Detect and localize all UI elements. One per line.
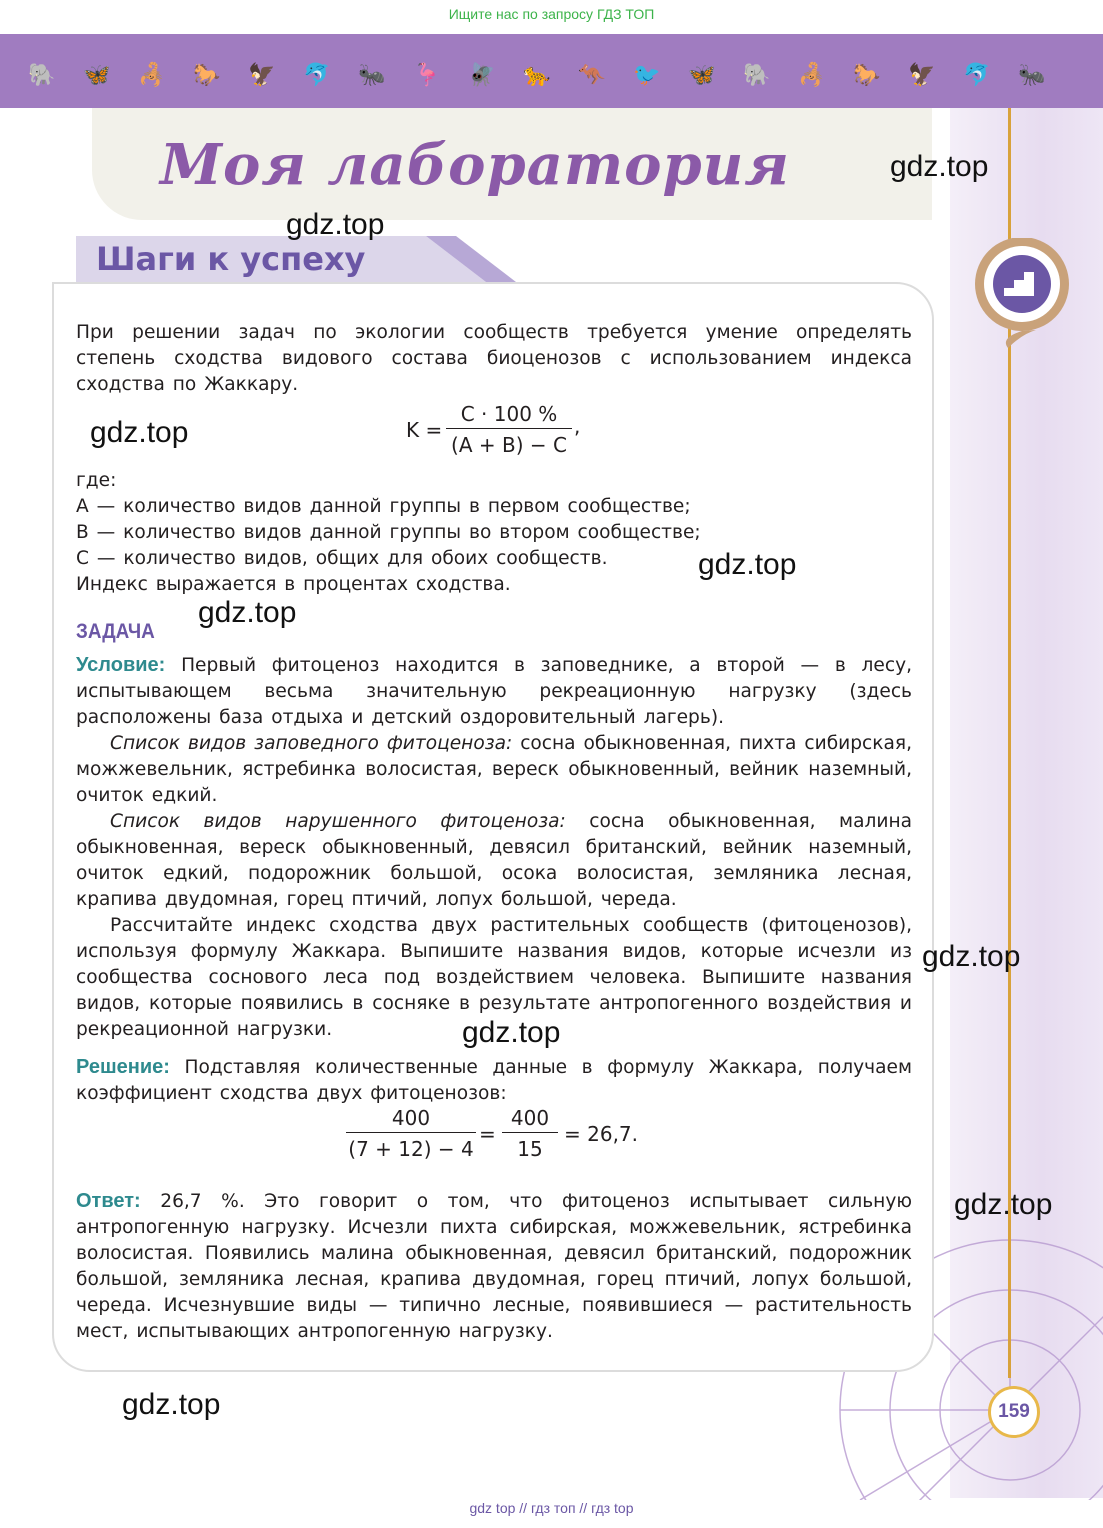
animal-icon: 🐆	[523, 63, 551, 88]
watermark: gdz.top	[698, 548, 797, 581]
animal-icon: 🐜	[358, 63, 386, 88]
animal-icon: 🦅	[908, 63, 936, 88]
formula-lhs: K =	[406, 418, 443, 442]
where-label: где:	[76, 470, 117, 491]
animal-icon: 🐎	[853, 63, 881, 88]
list2-text: сосна обыкновенная, малина обыкновенная, вереск обыкновенный, девясил британский, вейник наземный, очиток едкий, подорожник большой, осока волосистая, земляника лесная, крапива двудомная, горец птичий, лопух большой, череда.	[76, 811, 912, 910]
animal-icon: 🦋	[688, 63, 716, 88]
condition-text: Первый фитоценоз находится в заповеднике, а второй — в лесу, испытывающем весьма значительную рекреационную нагрузку (здесь расположены база отдыха и детский оздоровительный лагерь).	[76, 655, 912, 728]
intro-paragraph	[76, 320, 912, 398]
watermark: gdz.top	[890, 150, 989, 183]
watermark: gdz.top	[954, 1188, 1053, 1221]
watermark: gdz.top	[122, 1388, 221, 1421]
animal-icon: 🦂	[138, 63, 166, 88]
solution-result: = 26,7.	[564, 1122, 639, 1146]
steps-badge-icon	[970, 238, 1074, 350]
definition-b: B — количество видов данной группы во втором сообществе;	[76, 522, 701, 543]
answer-text: 26,7 %. Это говорит о том, что фитоценоз испытывает сильную антропогенную нагрузку. Исчезли пихта сибирская, можжевельник, ястребинка волосистая. Появились малина обыкновенная, девясил британский, подорожник большой, земляника лесная, крапива двудомная, горец птичий, лопух большой, череда. Исчезнувшие виды — типично лесные, появившиеся — растительность мест, испытывающих антропогенную нагрузку.	[76, 1191, 912, 1342]
watermark: gdz.top	[922, 940, 1021, 973]
condition-label: Условие:	[76, 654, 166, 676]
answer-block	[76, 1188, 912, 1345]
formula-fraction	[446, 402, 572, 457]
solution-fraction-2	[502, 1106, 558, 1161]
formula-numerator: C · 100 %	[446, 402, 572, 429]
top-note[interactable]: Ищите нас по запросу ГДЗ ТОП	[448, 6, 655, 22]
formula-tail: ,	[574, 414, 581, 438]
animal-icon: 🐜	[1018, 63, 1046, 88]
condition-block	[76, 652, 912, 1043]
watermark: gdz.top	[198, 596, 297, 629]
solution-block	[76, 1054, 912, 1107]
solution-text: Подставляя количественные данные в формулу Жаккара, получаем коэффициент сходства двух фитоценозов:	[76, 1057, 912, 1104]
footer-links[interactable]: gdz top // гдз топ // гдз top	[469, 1500, 634, 1516]
list2-label: Список видов нарушенного фитоценоза:	[110, 811, 566, 832]
solution-equals: =	[479, 1122, 496, 1146]
list1-label: Список видов заповедного фитоценоза:	[110, 733, 513, 754]
watermark: gdz.top	[286, 208, 385, 241]
animal-icon: 🪰	[468, 63, 496, 88]
answer-label: Ответ:	[76, 1190, 141, 1212]
section-subtitle: Шаги к успеху	[96, 240, 366, 278]
animal-icon: 🐬	[303, 63, 331, 88]
animal-icon: 🐦	[633, 63, 661, 88]
jaccard-formula	[406, 418, 442, 442]
solution-den1: (7 + 12) − 4	[348, 1137, 474, 1161]
solution-num2: 400	[502, 1106, 558, 1133]
animal-icon: 🦂	[798, 63, 826, 88]
watermark: gdz.top	[90, 416, 189, 449]
solution-label: Решение:	[76, 1056, 170, 1078]
solution-fraction-1	[346, 1106, 476, 1161]
definition-c: C — количество видов, общих для обоих сообществ.	[76, 548, 608, 569]
animal-icon: 🦘	[578, 63, 606, 88]
page-number: 159	[988, 1386, 1040, 1438]
watermark: gdz.top	[462, 1016, 561, 1049]
page-title: Моя лаборатория	[160, 132, 790, 198]
solution-den2: 15	[517, 1137, 543, 1161]
animal-icon: 🐘	[743, 63, 771, 88]
animal-icon: 🦩	[413, 63, 441, 88]
animal-icon: 🐘	[28, 63, 56, 88]
formula-denominator: (A + B) − C	[451, 433, 567, 457]
animal-icon: 🐬	[963, 63, 991, 88]
animal-icon: 🦋	[83, 63, 111, 88]
intro-text: При решении задач по экологии сообществ требуется умение определять степень сходства видового состава биоценозов с использованием индекса сходства по Жаккару.	[76, 322, 912, 395]
animal-icon: 🐎	[193, 63, 221, 88]
list1-text: сосна обыкновенная, пихта сибирская, можжевельник, ястребинка волосистая, вереск обыкновенный, вейник наземный, очиток едкий.	[76, 733, 912, 806]
animal-icon: 🦅	[248, 63, 276, 88]
definition-a: A — количество видов данной группы в первом сообществе;	[76, 496, 691, 517]
animal-icons-row	[28, 64, 1088, 98]
index-note: Индекс выражается в процентах сходства.	[76, 574, 511, 595]
solution-num1: 400	[346, 1106, 476, 1133]
task-heading: ЗАДАЧА	[76, 620, 155, 643]
task-text: Рассчитайте индекс сходства двух растительных сообществ (фитоценозов), используя формулу Жаккара. Выпишите названия видов, которые исчезли из сообщества соснового леса под воздействием человека. Выпишите названия видов, которые появились в сосняке в результате антропогенного воздействия и рекреационной нагрузки.	[76, 915, 912, 1040]
